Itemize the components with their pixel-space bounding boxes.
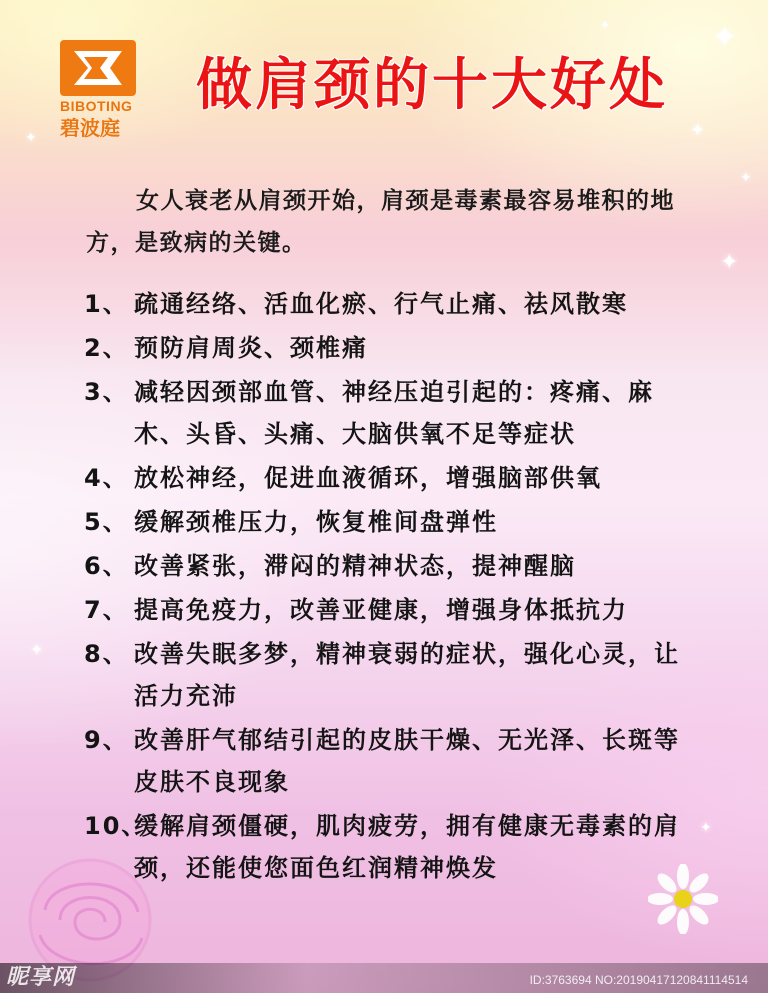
item-text: 改善紧张，滞闷的精神状态，提神醒脑 (134, 552, 576, 580)
list-item (84, 327, 704, 369)
item-text: 提高免疫力，改善亚健康，增强身体抵抗力 (134, 596, 628, 624)
item-text: 疏通经络、活血化瘀、行气止痛、祛风散寒 (134, 290, 628, 318)
item-text: 减轻因颈部血管、神经压迫引起的：疼痛、麻木、头昏、头痛、大脑供氧不足等症状 (134, 378, 654, 448)
list-item (84, 633, 704, 717)
item-text: 预防肩周炎、颈椎痛 (134, 334, 368, 362)
item-number: 10、 (84, 812, 148, 840)
watermark-id: ID:3763694 NO:20190417120841114514 (529, 973, 748, 987)
list-item (84, 501, 704, 543)
item-number: 6、 (84, 552, 129, 580)
sparkle-icon: ✦ (690, 120, 706, 141)
list-item (84, 589, 704, 631)
list-item (84, 457, 704, 499)
item-number: 7、 (84, 596, 129, 624)
sparkle-icon: ✦ (700, 820, 712, 836)
item-number: 5、 (84, 508, 129, 536)
sparkle-icon: ✦ (30, 640, 44, 659)
item-text: 改善失眠多梦，精神衰弱的症状，强化心灵，让活力充沛 (134, 640, 680, 710)
item-text: 放松神经，促进血液循环，增强脑部供氧 (134, 464, 602, 492)
brand-logo (60, 40, 136, 141)
item-number: 8、 (84, 640, 129, 668)
item-number: 9、 (84, 726, 129, 754)
list-item (84, 371, 704, 455)
sparkle-icon: ✦ (25, 130, 37, 146)
item-text: 缓解肩颈僵硬，肌肉疲劳，拥有健康无毒素的肩颈，还能使您面色红润精神焕发 (134, 812, 680, 882)
item-text: 改善肝气郁结引起的皮肤干燥、无光泽、长斑等皮肤不良现象 (134, 726, 680, 796)
sparkle-icon: ✦ (740, 170, 752, 186)
brand-name-cn: 碧波庭 (60, 116, 120, 140)
sparkle-icon: ✦ (600, 18, 611, 32)
brand-name-en: BIBOTING (60, 98, 133, 114)
page-title: 做肩颈的十大好处 (196, 53, 668, 118)
benefits-list (84, 283, 704, 891)
item-number: 1、 (84, 290, 129, 318)
item-number: 4、 (84, 464, 129, 492)
watermark-bar (0, 963, 768, 993)
biboting-logo-icon (60, 40, 136, 96)
watermark-site: 昵享网 (6, 965, 76, 990)
sparkle-icon: ✦ (720, 250, 739, 275)
list-item (84, 283, 704, 325)
sparkle-icon: ✦ (712, 20, 738, 55)
item-text: 缓解颈椎压力，恢复椎间盘弹性 (134, 508, 498, 536)
daisy-icon (648, 864, 718, 934)
intro-paragraph: 女人衰老从肩颈开始，肩颈是毒素最容易堆积的地方，是致病的关键。 (86, 188, 675, 256)
list-item (84, 719, 704, 803)
item-number: 3、 (84, 378, 129, 406)
item-number: 2、 (84, 334, 129, 362)
list-item (84, 545, 704, 587)
